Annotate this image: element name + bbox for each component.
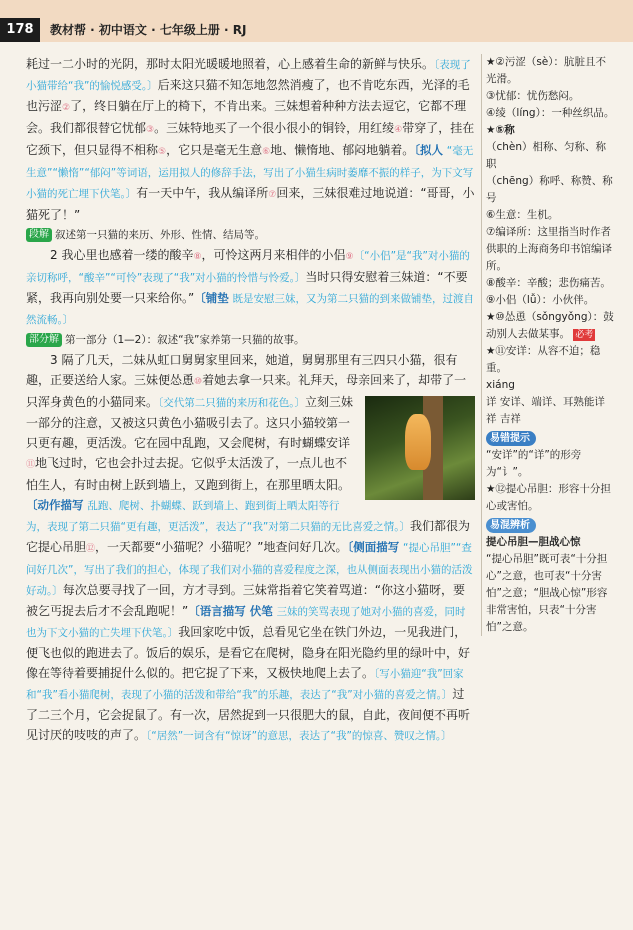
annotation: 乱跑、爬树、扑蝴蝶、跃到墙上、跑到街上晒太阳等行为，表现了第二只猫“更有趣，更活泼”，表达了“我”对第二只猫的无比喜爱之情。〕 <box>26 500 411 533</box>
text: 当时只得安慰着三妹道：“不要紧，我再向别处要一只来给你。” <box>26 270 468 305</box>
footnote-mark: ④ <box>394 125 403 135</box>
paragraph-1 <box>26 54 475 225</box>
summary-badge: 部分解 <box>26 333 62 347</box>
annotation: 〔写小猫迎“我”回家和“我”看小猫爬树，表现了小猫的活泼和带给“我”的乐趣，表达了“我”对小猫的喜爱之情。〕 <box>26 668 464 701</box>
paragraph-3 <box>26 350 475 746</box>
gloss-sub: （chèn）相称、匀称、称职 <box>486 141 607 170</box>
annotation: 〔表现了小猫带给“我”的愉悦感受。〕 <box>26 59 471 92</box>
footnote-mark: ⑦ <box>268 190 277 200</box>
gloss-item: ④绫（líng）：一种丝织品。 <box>486 107 615 119</box>
text: 了，终日躺在厅上的椅下，不肯出来。三妹想着种种方法去逗它，它都不理会。我们都很替它忧郁 <box>26 99 467 135</box>
gloss-item: ★⑫提心吊胆：形容十分担心或害怕。 <box>486 483 611 512</box>
annotation-tag: 〔侧面描写 <box>347 540 400 554</box>
char-compare: 祥 吉祥 <box>486 413 521 425</box>
footnote-mark: ⑧ <box>193 252 202 262</box>
confusion-text: “提心吊胆”既可表“十分担心”之意，也可表“十分害怕”之意；“胆战心惊”形容非常害怕，只表“十分害怕”之意。 <box>486 553 608 633</box>
gloss-item: ★⑪安详：从容不迫；稳重。 <box>486 345 601 374</box>
text: 后来这只猫不知怎地忽然消瘦了，也不肯吃东西，光泽的毛也污涩 <box>26 78 470 113</box>
text: 回来，三妹很难过地说道：“哥哥，小猫死了！” <box>26 186 475 222</box>
annotation-tag: 〔动作描写 <box>26 498 84 512</box>
gloss-item <box>486 122 616 139</box>
book-title: 教材帮 · 初中语文 · 七年级上册 · RJ <box>50 23 247 37</box>
text: 地飞过时，它也会扑过去捉。它似乎太活泼了，一点儿也不怕生人，有时由树上跃到墙上，又跑到街上，在那里晒太阳。 <box>26 456 351 492</box>
text: 我回家吃中饭，总看见它坐在铁门外边，一见我进门，便飞也似的跑进去了。饭后的娱乐，是看它在爬树，隐身在阳光隐约里的绿叶中，好像在等待着要捕捉什么似的。把它捉了下来，又极快地爬上去了。 <box>26 625 471 680</box>
footnote-mark: ⑪ <box>26 460 36 470</box>
gloss-item: ⑥生意：生机。 <box>486 209 559 221</box>
annotation-tag: 〔语言描写 伏笔 <box>188 604 273 618</box>
text: ，它只是毫无生意 <box>166 143 263 157</box>
footnote-mark: ⑫ <box>86 544 96 554</box>
text: 地、懒惰地、郁闷地躺着。 <box>270 143 415 157</box>
text: 着她去拿一只来。礼拜天，母亲回来了，却带了一只浑身黄色的小猫同来。 <box>26 373 467 409</box>
pinyin-head: xiáng <box>486 379 515 391</box>
annotation: 既是安慰三妹，又为第二只猫的到来做铺垫，过渡自然流畅。〕 <box>26 293 475 326</box>
confusion-head: 提心吊胆—胆战心惊 <box>486 536 581 548</box>
must-test-badge: 必考 <box>575 330 594 340</box>
cat-climbing-tree-photo <box>365 396 475 500</box>
summary-text: 第一部分（1—2）：叙述“我”家养第一只猫的故事。 <box>65 334 305 346</box>
char-compare: 详 安详、端详、耳熟能详 <box>486 396 605 408</box>
annotation: “提心吊胆”“查问好几次”，写出了我们的担心，体现了我们对小猫的喜爱程度之深，也从侧面表现出小猫的活泼好动。〕 <box>26 542 473 597</box>
text: 每次总要寻找了一回，方才寻到。三妹常指着它笑着骂道：“你这小猫呀，要被乞丐捉去后才不会乱跑呢！” <box>26 583 465 618</box>
text: 立刻三妹一部分的注意，又被这只黄色小猫吸引去了。这只小猫较第一只更有趣，更活泼。它在园中乱跑，又会爬树，有时蝴蝶安详 <box>26 395 354 450</box>
gloss-item: ⑦编译所：这里指当时作者供职的上海商务印书馆编译所。 <box>486 226 612 272</box>
footnote-mark: ⑩ <box>194 377 203 387</box>
section-summary <box>26 330 475 350</box>
gloss-sub: （chēng）称呼、称赞、称号 <box>486 175 613 204</box>
footnote-mark: ⑥ <box>262 147 271 157</box>
annotation-tag: 〔拟人 <box>414 143 443 157</box>
footnote-mark: ② <box>62 103 71 113</box>
annotation: 〔交代第二只猫的来历和花色。〕 <box>158 397 306 409</box>
section-summary <box>26 225 475 245</box>
gloss-item: ★②污涩（sè）：肮脏且不光滑。 <box>486 56 607 85</box>
annotation: 〔“小侣”是“我”对小猫的亲切称呼，“酸辛”“可怜”表现了“我”对小猫的怜惜与怜爱。〕 <box>26 250 470 284</box>
text: ，一天都要“小猫呢？小猫呢？”地查问好几次。 <box>95 540 348 554</box>
summary-text: 叙述第一只猫的来历、外形、性情、结局等。 <box>55 229 265 241</box>
text: 我们都很为它提心吊胆 <box>26 519 471 554</box>
text: 过了二三个月，它会捉鼠了。有一次，居然捉到一只很肥大的鼠，自此，夜间便不再听见讨厌的吱吱的声了。 <box>26 687 471 742</box>
tip-title: 易错提示 <box>486 431 536 446</box>
annotation-tag: 〔铺垫 <box>194 291 229 305</box>
summary-badge: 段解 <box>26 228 52 242</box>
text: 3 隔了几天，二妹从虹口舅舅家里回来，她道，舅舅那里有三四只小猫，很有趣，正要送给人家。三妹便怂恿 <box>26 353 458 387</box>
gloss-head: ★⑤称 <box>486 124 515 136</box>
tip-text: “安详”的“详”的形旁为“讠”。 <box>486 449 582 478</box>
footnote-mark: ⑤ <box>158 147 167 157</box>
gloss-item: ⑧酸辛：辛酸；悲伤痛苦。 <box>486 277 611 289</box>
annotation: 〔“居然”一词含有“惊讶”的意思，表达了“我”的惊喜、赞叹之情。〕 <box>146 730 452 742</box>
text: 2 我心里也感着一缕的酸辛 <box>50 248 194 262</box>
gloss-item: ③忧郁：忧伤愁闷。 <box>486 90 580 102</box>
text: 耗过一二小时的光阴，那时太阳光暖暖地照着，心上感着生命的新鲜与快乐。 <box>26 57 435 71</box>
paragraph-2 <box>26 245 475 330</box>
page-header <box>0 0 633 42</box>
footnote-mark: ③ <box>146 125 155 135</box>
text: 带穿了，挂在它颈下，但只显得不相称 <box>26 121 475 157</box>
glossary-sidebar <box>481 54 616 636</box>
text: ，可怜这两月来相伴的小侣 <box>201 248 346 262</box>
footnote-mark: ⑨ <box>345 252 354 262</box>
text: 有一天中午，我从编译所 <box>136 186 269 200</box>
gloss-text: ★⑩怂恿（sǒngyǒng）：鼓动别人去做某事。 <box>486 311 614 340</box>
page-number: 178 <box>0 18 40 42</box>
confusion-title: 易混辨析 <box>486 518 536 533</box>
text: 。三妹特地买了一个很小很小的铜铃，用红绫 <box>154 121 395 135</box>
gloss-item <box>486 309 616 343</box>
main-text <box>26 54 475 746</box>
annotation: “毫无生意”“懒惰”“郁闷”等词语，运用拟人的修辞手法，写出了小猫生病时萎靡不振的样子，为下文写小猫的死亡埋下伏笔。〕 <box>26 145 474 200</box>
annotation: 三妹的笑骂表现了她对小猫的喜爱，同时也为下文小猫的亡失埋下伏笔。〕 <box>26 606 466 639</box>
gloss-item: ⑨小侣（lǚ）：小伙伴。 <box>486 294 595 306</box>
